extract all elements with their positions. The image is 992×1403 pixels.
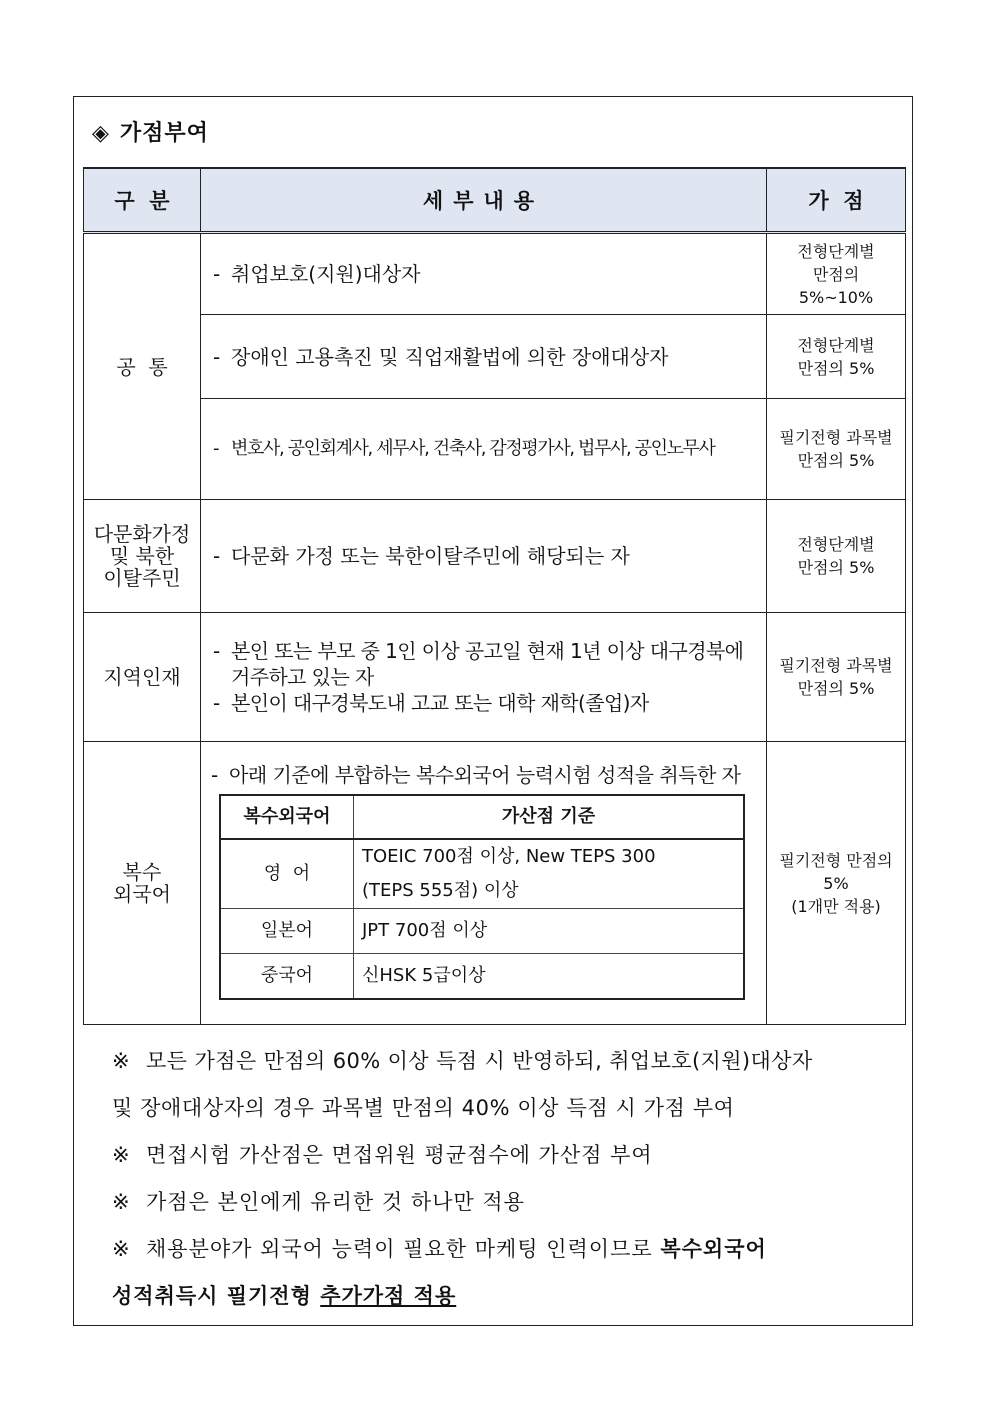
table-row xyxy=(84,399,906,500)
note-emphasis: 성적취득시 필기전형 xyxy=(112,1284,321,1308)
inner-header-language: 복수외국어 xyxy=(220,795,354,839)
note-text: 가점은 본인에게 유리한 것 하나만 적용 xyxy=(146,1190,525,1214)
reference-mark: ※ xyxy=(112,1143,131,1167)
detail-cell xyxy=(201,399,767,500)
category-line: 다문화가정 xyxy=(93,522,191,546)
score-line: 필기전형 과목별 xyxy=(779,656,893,675)
score-cell xyxy=(767,399,906,500)
table-row xyxy=(84,315,906,399)
note-underlined: 추가가점 적용 xyxy=(320,1284,457,1308)
header-category: 구 분 xyxy=(84,168,201,233)
category-regional: 지역인재 xyxy=(84,613,201,742)
score-line: (1개만 적용) xyxy=(791,896,881,916)
dash-bullet: - xyxy=(213,438,219,459)
criteria-line: (TEPS 555점) 이상 xyxy=(362,880,519,901)
note-emphasis: 복수외국어 xyxy=(660,1237,767,1261)
detail-text: 취업보호(지원)대상자 xyxy=(231,262,421,286)
inner-header-row xyxy=(220,795,744,839)
category-multicultural xyxy=(84,500,201,613)
score-line: 전형단계별 xyxy=(797,241,875,261)
reference-mark: ※ xyxy=(112,1237,131,1261)
detail-text: 본인이 대구경북도내 고교 또는 대학 재학(졸업)자 xyxy=(231,691,649,715)
note-item xyxy=(112,1179,902,1226)
detail-cell xyxy=(201,742,767,1025)
table-row xyxy=(84,233,906,315)
header-details: 세부내용 xyxy=(201,168,767,233)
detail-text: 본인 또는 부모 중 1인 이상 공고일 현재 1년 이상 대구경북에 xyxy=(231,639,744,663)
score-line: 필기전형 과목별 xyxy=(779,428,893,447)
dash-bullet: - xyxy=(211,763,218,787)
detail-text: 장애인 고용촉진 및 직업재활법에 의한 장애대상자 xyxy=(231,344,669,369)
detail-line: 거주하고 있는 자 xyxy=(231,665,374,689)
language-criteria-table xyxy=(219,794,745,1000)
category-line: 복수 xyxy=(122,860,162,884)
score-cell xyxy=(767,315,906,399)
score-line: 필기전형 만점의 xyxy=(779,850,893,870)
detail-text: 아래 기준에 부합하는 복수외국어 능력시험 성적을 취득한 자 xyxy=(229,763,741,787)
score-line: 만점의 5% xyxy=(797,451,875,470)
note-item xyxy=(112,1226,902,1273)
category-line: 이탈주민 xyxy=(103,566,181,590)
table-row xyxy=(84,742,906,1025)
detail-text: 변호사, 공인회계사, 세무사, 건축사, 감정평가사, 법무사, 공인노무사 xyxy=(231,438,715,459)
detail-cell xyxy=(201,315,767,399)
bonus-points-table xyxy=(83,167,906,1025)
note-item xyxy=(112,1132,902,1179)
score-line: 전형단계별 xyxy=(797,535,875,554)
score-line: 5% xyxy=(823,873,849,893)
inner-row xyxy=(220,839,744,909)
table-header-row xyxy=(84,168,906,233)
score-line: 만점의 5% xyxy=(797,679,875,698)
detail-line xyxy=(213,690,766,716)
language-criteria xyxy=(354,839,745,909)
dash-bullet: - xyxy=(213,691,220,715)
language-name: 영 어 xyxy=(220,839,354,909)
note-continuation: 및 장애대상자의 경우 과목별 만점의 40% 이상 득점 시 가점 부여 xyxy=(112,1096,735,1120)
dash-bullet: - xyxy=(213,639,220,663)
category-foreign-language xyxy=(84,742,201,1025)
language-name: 중국어 xyxy=(220,954,354,1000)
note-continuation xyxy=(112,1273,902,1320)
dash-bullet: - xyxy=(213,544,221,568)
language-criteria: JPT 700점 이상 xyxy=(354,909,745,954)
note-text: 모든 가점은 만점의 60% 이상 득점 시 반영하되, 취업보호(지원)대상자 xyxy=(146,1049,813,1073)
detail-cell xyxy=(201,613,767,742)
score-line: 만점의 5% xyxy=(797,558,875,577)
score-cell xyxy=(767,742,906,1025)
language-criteria: 신HSK 5급이상 xyxy=(354,954,745,1000)
note-text: 면접시험 가산점은 면접위원 평균점수에 가산점 부여 xyxy=(146,1143,653,1167)
detail-line xyxy=(213,638,766,664)
inner-row xyxy=(220,954,744,1000)
category-common: 공 통 xyxy=(84,233,201,500)
section-title xyxy=(92,116,209,147)
table-row xyxy=(84,613,906,742)
detail-line xyxy=(211,762,766,788)
criteria-line: TOEIC 700점 이상, New TEPS 300 xyxy=(362,846,656,867)
score-line: 만점의 xyxy=(812,264,860,284)
reference-mark: ※ xyxy=(112,1190,131,1214)
note-item xyxy=(112,1038,902,1085)
section-title-text: 가점부여 xyxy=(119,120,209,146)
detail-text: 다문화 가정 또는 북한이탈주민에 해당되는 자 xyxy=(231,544,630,568)
category-line: 외국어 xyxy=(113,882,171,906)
header-points: 가 점 xyxy=(767,168,906,233)
reference-mark: ※ xyxy=(112,1049,130,1073)
score-line: 만점의 5% xyxy=(797,358,875,378)
dash-bullet: - xyxy=(213,262,221,286)
category-line: 및 북한 xyxy=(109,544,175,568)
score-cell xyxy=(767,613,906,742)
table-row xyxy=(84,500,906,613)
note-text: 채용분야가 외국어 능력이 필요한 마케팅 인력이므로 xyxy=(146,1237,661,1261)
inner-header-criteria: 가산점 기준 xyxy=(354,795,745,839)
language-name: 일본어 xyxy=(220,909,354,954)
inner-row xyxy=(220,909,744,954)
detail-cell xyxy=(201,233,767,315)
score-line: 전형단계별 xyxy=(797,335,875,355)
score-line: 5%~10% xyxy=(798,287,874,307)
dash-bullet: - xyxy=(213,344,221,369)
diamond-bullet-icon: ◈ xyxy=(92,120,110,146)
score-cell xyxy=(767,233,906,315)
detail-cell xyxy=(201,500,767,613)
notes-section xyxy=(112,1038,902,1320)
score-cell xyxy=(767,500,906,613)
